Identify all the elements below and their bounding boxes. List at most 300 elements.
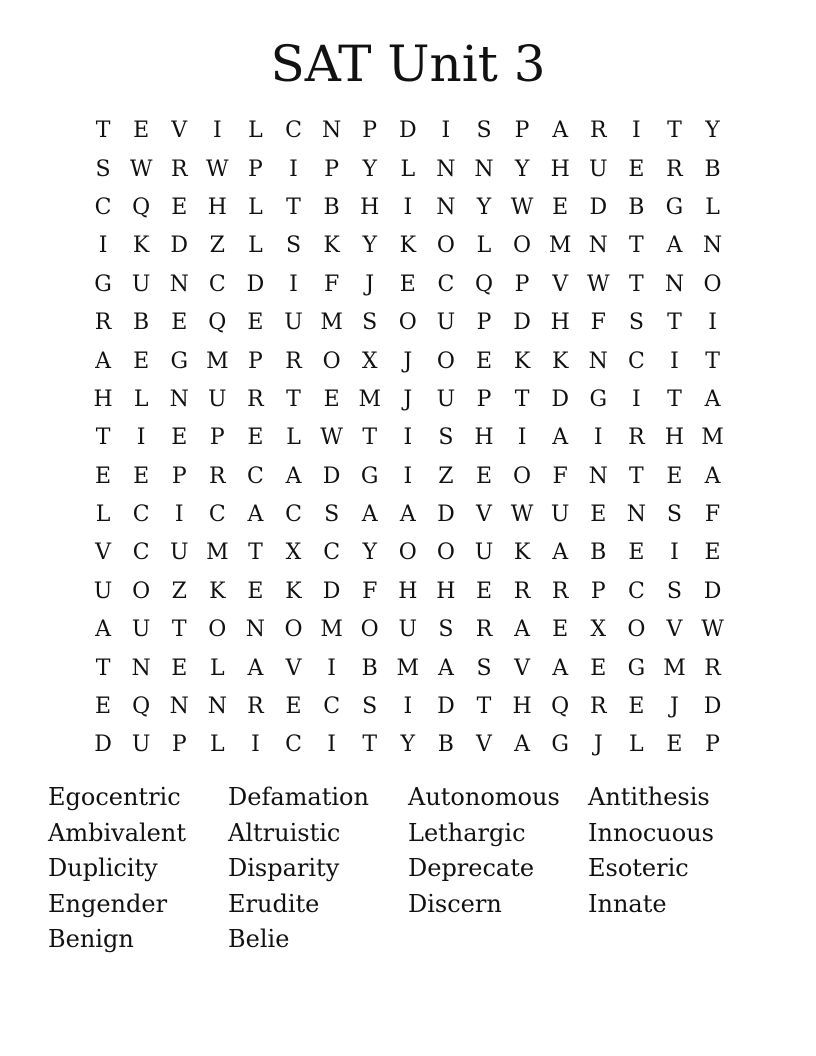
grid-letter: B (628, 194, 645, 220)
grid-letter: E (133, 118, 150, 144)
grid-letter: E (628, 156, 645, 182)
grid-letter: R (475, 617, 493, 643)
grid-letter: A (552, 540, 569, 566)
grid-letter: J (670, 694, 679, 720)
grid-letter: R (704, 655, 721, 681)
grid-letter: I (593, 425, 603, 451)
grid-letter: A (704, 463, 721, 489)
grid-letter: F (323, 271, 340, 297)
grid-letter: W (510, 502, 534, 528)
grid-letter: R (170, 156, 188, 182)
grid-row (84, 189, 732, 227)
grid-letter: D (437, 694, 455, 720)
grid-letter: U (131, 732, 151, 758)
grid-letter: H (664, 425, 685, 451)
grid-letter: S (628, 310, 644, 336)
word-bank-item: Disparity (228, 854, 340, 882)
grid-letter: L (476, 233, 492, 259)
grid-letter: A (704, 386, 721, 412)
grid-letter: P (248, 348, 263, 374)
grid-letter: R (666, 156, 683, 182)
grid-row (84, 342, 732, 380)
grid-letter: E (285, 694, 302, 720)
grid-letter: U (474, 540, 494, 566)
grid-letter: T (286, 194, 301, 220)
grid-letter: G (589, 386, 608, 412)
grid-letter: C (627, 578, 645, 604)
grid-letter: K (132, 233, 150, 259)
grid-letter: I (136, 425, 146, 451)
grid-letter: P (362, 118, 378, 144)
grid-letter: L (286, 425, 301, 451)
grid-letter: C (247, 463, 264, 489)
grid-row (84, 649, 732, 687)
grid-letter: I (441, 118, 451, 144)
word-bank-item: Defamation (228, 783, 369, 811)
grid-letter: M (206, 348, 229, 374)
grid-letter: B (323, 194, 340, 220)
grid-letter: V (552, 271, 569, 297)
grid-letter: K (285, 578, 302, 604)
grid-letter: S (324, 502, 340, 528)
grid-letter: S (666, 502, 682, 528)
grid-letter: A (285, 463, 302, 489)
grid-letter: I (98, 233, 108, 259)
grid-letter: Z (171, 578, 187, 604)
grid-letter: H (512, 694, 532, 720)
grid-letter: N (169, 694, 189, 720)
word-bank-item: Benign (48, 925, 134, 953)
grid-letter: S (476, 655, 492, 681)
grid-letter: E (704, 540, 721, 566)
grid-letter: M (206, 540, 229, 566)
grid-letter: C (208, 271, 226, 297)
grid-letter: S (95, 156, 111, 182)
word-bank (48, 780, 768, 958)
grid-letter: H (550, 156, 570, 182)
grid-letter: R (513, 578, 531, 604)
grid-letter: A (399, 502, 416, 528)
grid-letter: L (248, 118, 263, 144)
grid-letter: N (588, 463, 608, 489)
grid-letter: I (327, 655, 336, 681)
grid-letter: D (170, 233, 189, 259)
grid-letter: O (208, 617, 227, 643)
grid-letter: L (705, 194, 720, 220)
grid-letter: C (285, 732, 302, 758)
grid-letter: E (590, 502, 607, 528)
grid-letter: Q (208, 310, 227, 336)
grid-letter: W (586, 271, 610, 297)
grid-letter: B (361, 655, 378, 681)
grid-letter: N (436, 156, 456, 182)
grid-row (84, 227, 732, 265)
grid-letter: T (95, 425, 111, 451)
grid-letter: J (593, 732, 603, 758)
grid-letter: X (590, 617, 607, 643)
grid-letter: J (365, 271, 375, 297)
grid-letter: O (398, 540, 417, 566)
grid-letter: U (131, 617, 151, 643)
word-search-grid (84, 112, 732, 765)
grid-letter: N (588, 348, 608, 374)
grid-letter: N (664, 271, 685, 297)
grid-letter: B (133, 310, 150, 336)
grid-row (84, 112, 732, 150)
word-bank-item: Engender (48, 889, 168, 918)
grid-letter: X (285, 540, 302, 566)
grid-letter: V (514, 655, 531, 681)
grid-letter: T (667, 118, 682, 144)
grid-letter: A (552, 425, 569, 451)
grid-letter: G (627, 655, 646, 681)
grid-letter: B (590, 540, 607, 566)
grid-letter: U (398, 617, 418, 643)
grid-letter: B (704, 156, 721, 182)
grid-letter: O (513, 463, 532, 489)
grid-letter: E (475, 463, 493, 489)
grid-letter: A (514, 732, 531, 758)
grid-letter: C (323, 540, 341, 566)
grid-letter: W (701, 617, 724, 643)
grid-row (84, 496, 732, 534)
grid-letter: R (247, 386, 264, 412)
grid-letter: A (247, 655, 264, 681)
grid-letter: E (247, 425, 264, 451)
grid-letter: U (93, 578, 113, 604)
grid-letter: E (628, 694, 645, 720)
grid-letter: E (399, 271, 416, 297)
grid-letter: M (396, 655, 420, 681)
grid-letter: W (129, 156, 153, 182)
grid-letter: C (285, 118, 302, 144)
grid-letter: Y (400, 732, 416, 758)
grid-row (84, 534, 732, 572)
grid-letter: R (628, 425, 645, 451)
grid-letter: Y (362, 156, 377, 182)
grid-letter: N (169, 271, 189, 297)
grid-letter: P (590, 578, 606, 604)
grid-letter: A (95, 617, 111, 643)
grid-letter: I (403, 425, 413, 451)
grid-letter: A (361, 502, 378, 528)
grid-letter: X (361, 348, 378, 374)
grid-letter: N (207, 694, 227, 720)
grid-letter: U (550, 502, 570, 528)
grid-row (84, 726, 732, 764)
grid-letter: O (436, 233, 455, 259)
grid-letter: H (207, 194, 227, 220)
grid-letter: E (171, 194, 188, 220)
grid-letter: P (171, 463, 187, 489)
grid-letter: V (476, 502, 492, 528)
word-bank-item: Altruistic (228, 818, 341, 847)
grid-letter: N (169, 386, 189, 412)
grid-letter: J (403, 348, 413, 374)
grid-letter: D (437, 502, 455, 528)
grid-letter: C (437, 271, 455, 297)
grid-letter: L (210, 732, 225, 758)
grid-letter: I (403, 694, 413, 720)
grid-letter: C (132, 540, 150, 566)
grid-letter: Y (705, 118, 720, 144)
grid-letter: T (286, 386, 301, 412)
grid-letter: A (437, 655, 454, 681)
grid-row (84, 381, 732, 419)
grid-letter: F (590, 310, 606, 336)
grid-letter: L (400, 156, 416, 182)
word-bank-item: Belie (228, 925, 290, 953)
word-bank-item: Autonomous (408, 783, 560, 811)
grid-letter: A (552, 655, 569, 681)
grid-letter: E (666, 463, 683, 489)
grid-letter: R (247, 694, 264, 720)
grid-letter: P (514, 118, 530, 144)
grid-letter: I (403, 194, 413, 220)
grid-letter: E (171, 310, 188, 336)
grid-letter: I (632, 118, 641, 144)
grid-letter: S (362, 310, 378, 336)
grid-letter: U (131, 271, 151, 297)
grid-letter: O (360, 617, 379, 643)
grid-letter: Q (474, 271, 493, 297)
grid-letter: A (552, 118, 569, 144)
grid-letter: D (551, 386, 569, 412)
grid-letter: T (171, 617, 187, 643)
grid-letter: O (436, 348, 455, 374)
word-bank-item: Discern (408, 889, 502, 918)
grid-letter: L (133, 386, 149, 412)
grid-letter: O (703, 271, 722, 297)
grid-letter: O (627, 617, 646, 643)
grid-letter: S (362, 694, 378, 720)
grid-letter: P (705, 732, 720, 758)
grid-letter: Y (514, 156, 530, 182)
grid-letter: O (436, 540, 455, 566)
grid-letter: R (94, 310, 112, 336)
grid-letter: D (703, 578, 722, 604)
grid-letter: M (320, 310, 343, 336)
grid-letter: E (133, 463, 150, 489)
grid-letter: I (517, 425, 527, 451)
grid-letter: O (132, 578, 151, 604)
grid-letter: K (209, 578, 226, 604)
grid-row (84, 573, 732, 611)
grid-letter: E (247, 310, 264, 336)
grid-letter: N (588, 233, 608, 259)
grid-letter: D (513, 310, 531, 336)
grid-letter: M (358, 386, 381, 412)
grid-letter: S (666, 578, 682, 604)
grid-letter: V (666, 617, 683, 643)
grid-letter: L (210, 655, 225, 681)
grid-letter: P (248, 156, 263, 182)
grid-letter: U (208, 386, 227, 412)
grid-letter: T (629, 271, 644, 297)
grid-letter: D (589, 194, 608, 220)
grid-letter: C (94, 194, 112, 220)
grid-letter: H (436, 578, 456, 604)
grid-letter: U (436, 310, 456, 336)
grid-letter: P (324, 156, 340, 182)
grid-letter: I (632, 386, 641, 412)
grid-letter: R (589, 118, 607, 144)
grid-row (84, 611, 732, 649)
grid-letter: O (284, 617, 303, 643)
grid-letter: I (670, 540, 679, 566)
grid-letter: V (171, 118, 188, 144)
grid-letter: T (95, 118, 111, 144)
word-bank-item: Esoteric (588, 854, 689, 882)
grid-letter: U (436, 386, 456, 412)
grid-letter: K (399, 233, 417, 259)
grid-letter: K (513, 540, 531, 566)
grid-letter: N (321, 118, 342, 144)
grid-letter: D (246, 271, 265, 297)
grid-letter: O (513, 233, 532, 259)
grid-letter: E (628, 540, 645, 566)
page-title: SAT Unit 3 (270, 35, 546, 93)
grid-letter: N (131, 655, 151, 681)
grid-letter: C (285, 502, 302, 528)
grid-row (84, 458, 732, 496)
grid-letter: U (169, 540, 189, 566)
grid-letter: A (247, 502, 264, 528)
grid-letter: U (588, 156, 608, 182)
grid-letter: P (514, 271, 530, 297)
word-bank-item: Duplicity (48, 854, 158, 882)
grid-letter: M (663, 655, 686, 681)
grid-letter: V (285, 655, 302, 681)
grid-letter: T (95, 655, 111, 681)
grid-letter: I (708, 310, 717, 336)
grid-letter: I (251, 732, 260, 758)
grid-letter: D (322, 463, 341, 489)
grid-letter: T (248, 540, 263, 566)
grid-letter: C (627, 348, 645, 374)
grid-letter: E (95, 463, 112, 489)
word-bank-item: Lethargic (408, 818, 526, 847)
grid-letter: T (629, 463, 644, 489)
grid-letter: L (248, 233, 263, 259)
grid-letter: I (174, 502, 184, 528)
grid-letter: K (551, 348, 569, 374)
grid-letter: H (360, 194, 380, 220)
grid-letter: F (704, 502, 721, 528)
grid-letter: Y (476, 194, 492, 220)
grid-letter: Z (209, 233, 225, 259)
grid-letter: H (93, 386, 113, 412)
grid-letter: H (398, 578, 418, 604)
grid-letter: Q (132, 694, 151, 720)
grid-letter: P (209, 425, 225, 451)
grid-letter: W (510, 194, 534, 220)
grid-letter: L (629, 732, 644, 758)
word-bank-item: Deprecate (408, 854, 535, 882)
grid-letter: U (284, 310, 303, 336)
grid-letter: C (323, 694, 341, 720)
word-bank-item: Egocentric (48, 783, 181, 811)
grid-row (84, 688, 732, 726)
grid-letter: O (322, 348, 341, 374)
grid-letter: D (398, 118, 417, 144)
grid-letter: Q (551, 694, 570, 720)
grid-letter: D (703, 694, 722, 720)
grid-letter: E (666, 732, 683, 758)
grid-row (84, 304, 732, 342)
word-bank-item: Ambivalent (48, 818, 186, 847)
grid-letter: F (362, 578, 378, 604)
grid-letter: N (702, 233, 723, 259)
grid-letter: E (247, 578, 264, 604)
grid-letter: C (132, 502, 150, 528)
grid-row (84, 150, 732, 188)
grid-letter: J (403, 386, 413, 412)
grid-letter: T (705, 348, 720, 374)
grid-letter: D (94, 732, 112, 758)
grid-letter: S (285, 233, 302, 259)
grid-letter: C (208, 502, 226, 528)
word-bank-item: Innocuous (588, 818, 714, 847)
grid-letter: N (626, 502, 646, 528)
grid-letter: R (209, 463, 226, 489)
grid-letter: Z (438, 463, 454, 489)
grid-letter: F (552, 463, 568, 489)
grid-letter: A (666, 233, 683, 259)
grid-letter: T (667, 386, 682, 412)
grid-letter: N (436, 194, 456, 220)
grid-letter: W (206, 156, 229, 182)
grid-letter: M (320, 617, 343, 643)
grid-letter: Y (362, 233, 377, 259)
grid-letter: E (171, 655, 188, 681)
grid-letter: I (289, 271, 298, 297)
grid-letter: Q (132, 194, 151, 220)
grid-letter: B (437, 732, 454, 758)
grid-letter: N (474, 156, 494, 182)
grid-letter: G (665, 194, 684, 220)
grid-letter: E (95, 694, 112, 720)
grid-letter: I (670, 348, 679, 374)
grid-letter: T (362, 425, 378, 451)
grid-letter: S (438, 617, 454, 643)
grid-letter: N (245, 617, 266, 643)
grid-letter: A (95, 348, 111, 374)
grid-letter: K (323, 233, 340, 259)
grid-letter: T (629, 233, 644, 259)
grid-letter: R (551, 578, 569, 604)
grid-letter: K (513, 348, 531, 374)
grid-letter: T (514, 386, 530, 412)
grid-letter: I (403, 463, 413, 489)
word-bank-item: Antithesis (588, 783, 710, 811)
grid-letter: M (548, 233, 572, 259)
grid-letter: E (552, 194, 569, 220)
grid-letter: H (550, 310, 570, 336)
grid-letter: S (476, 118, 492, 144)
grid-letter: E (552, 617, 569, 643)
grid-letter: A (514, 617, 531, 643)
grid-row (84, 419, 732, 457)
grid-letter: T (667, 310, 682, 336)
grid-letter: P (476, 310, 492, 336)
grid-letter: E (323, 386, 340, 412)
grid-letter: I (289, 156, 298, 182)
word-bank-item: Erudite (228, 889, 320, 918)
grid-letter: S (438, 425, 454, 451)
grid-letter: P (476, 386, 492, 412)
grid-letter: V (95, 540, 111, 566)
